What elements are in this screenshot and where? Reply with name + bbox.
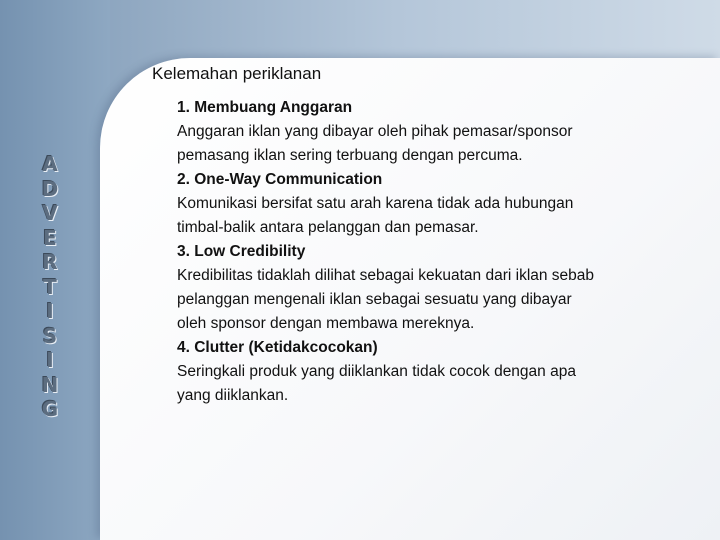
item-text-line: Seringkali produk yang diiklankan tidak cocok dengan apa: [177, 363, 576, 380]
slide-body: [177, 96, 677, 408]
slide-title: Kelemahan periklanan: [152, 64, 322, 83]
side-letter: A: [42, 152, 58, 176]
item-text-line: oleh sponsor dengan membawa mereknya.: [177, 315, 475, 332]
side-letter: I: [46, 299, 54, 323]
item-heading: 2. One-Way Communication: [177, 171, 383, 188]
side-letter: S: [42, 323, 58, 348]
item-text-line: Kredibilitas tidaklah dilihat sebagai kekuatan dari iklan sebab: [177, 267, 595, 284]
side-letter: I: [46, 348, 54, 372]
vertical-advertising-word: [20, 152, 80, 422]
side-letter: G: [41, 397, 59, 421]
side-letter: R: [42, 250, 58, 274]
item-text-line: Anggaran iklan yang dibayar oleh pihak pemasar/sponsor: [177, 123, 573, 140]
item-heading: 3. Low Credibility: [177, 243, 306, 260]
item-text-line: Komunikasi bersifat satu arah karena tidak ada hubungan: [177, 195, 574, 212]
side-letter: N: [41, 372, 59, 397]
side-letter: D: [41, 176, 59, 201]
side-letter: V: [42, 201, 58, 225]
item-text-line: pemasang iklan sering terbuang dengan percuma.: [177, 147, 523, 164]
side-letter: T: [43, 274, 57, 299]
side-letter: E: [43, 225, 57, 250]
item-text-line: pelanggan mengenali iklan sebagai sesuatu yang dibayar: [177, 291, 572, 308]
item-text-line: yang diiklankan.: [177, 387, 289, 404]
item-text-line: timbal-balik antara pelanggan dan pemasar.: [177, 219, 479, 236]
item-heading: 4. Clutter (Ketidakcocokan): [177, 339, 378, 356]
item-heading: 1. Membuang Anggaran: [177, 99, 353, 116]
